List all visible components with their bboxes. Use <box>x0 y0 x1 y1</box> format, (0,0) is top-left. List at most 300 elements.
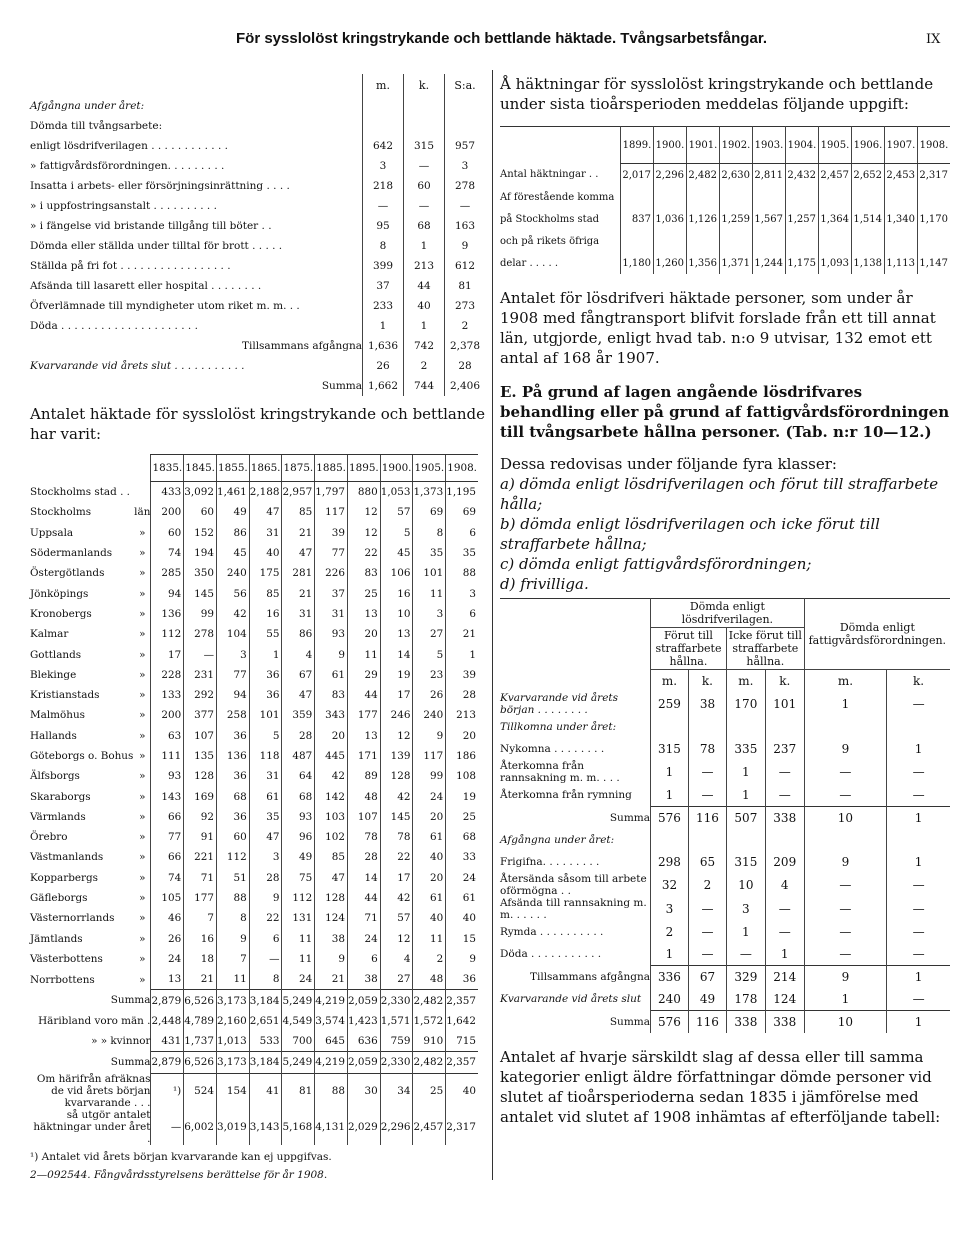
county-suffix: » <box>139 607 146 620</box>
table-row <box>30 296 485 316</box>
cell: 2,378 <box>445 336 486 356</box>
table-row <box>500 897 950 921</box>
col-group-head: Dömda enligt lösdrifverilagen. <box>651 599 805 628</box>
cell: 9 <box>445 236 486 256</box>
cell: 1 <box>726 760 765 784</box>
cell: 68 <box>282 786 315 806</box>
cell: 343 <box>315 705 348 725</box>
cell <box>819 230 852 252</box>
cell: 68 <box>446 827 478 847</box>
county-suffix: » <box>139 628 146 641</box>
cell: 25 <box>446 807 478 827</box>
cell: 170 <box>726 692 765 716</box>
table-row <box>500 716 950 738</box>
cell <box>720 230 753 252</box>
cell: 21 <box>184 969 217 990</box>
class-item: d) frivilliga. <box>500 575 589 593</box>
table-row <box>30 827 478 847</box>
row-label: Afgångna under året: <box>30 100 145 112</box>
cell: 9 <box>249 888 282 908</box>
cell <box>753 186 786 208</box>
cell: 1,567 <box>753 208 786 230</box>
cell: 20 <box>347 624 380 644</box>
county-label: Malmöhus <box>30 709 85 722</box>
cell: 21 <box>315 969 348 990</box>
cell: 2,432 <box>786 164 819 187</box>
cell: 13 <box>151 969 184 990</box>
cell <box>363 96 404 116</box>
cell: 1,113 <box>885 252 918 274</box>
cell: 117 <box>413 746 446 766</box>
cell: 1 <box>765 943 804 966</box>
cell: 1,371 <box>720 252 753 274</box>
county-suffix: » <box>139 952 146 965</box>
cell: 7 <box>184 908 217 928</box>
cell: 30 <box>347 1073 380 1109</box>
cell: 2,406 <box>445 376 486 396</box>
cell: 226 <box>315 563 348 583</box>
cell: 101 <box>249 705 282 725</box>
section-heading: E. På grund af lagen angående lösdrifvares behandling eller på grund af fattigvårdsförordningen till tvångsarbete hållna personer. (Tab. n:r 10—12.) <box>500 383 950 441</box>
cell: 48 <box>413 969 446 990</box>
county-label: Örebro <box>30 831 68 844</box>
cell <box>651 829 689 851</box>
cell: 1,036 <box>654 208 687 230</box>
county-suffix: » <box>139 567 146 580</box>
cell: 20 <box>446 726 478 746</box>
cell: 1 <box>651 784 689 807</box>
table-row <box>30 96 485 116</box>
cell: 2,330 <box>380 990 413 1011</box>
cell: 44 <box>347 685 380 705</box>
cell: 4,219 <box>315 1052 348 1073</box>
cell: 49 <box>688 988 726 1011</box>
cell: 1,662 <box>363 376 404 396</box>
cell: 338 <box>765 807 804 830</box>
cell: 91 <box>184 827 217 847</box>
cell: 92 <box>184 807 217 827</box>
cell: — <box>445 196 486 216</box>
cell: 636 <box>347 1031 380 1052</box>
year-head: 1901. <box>687 127 720 164</box>
cell: 1,572 <box>413 1011 446 1031</box>
cell: 99 <box>413 766 446 786</box>
column-divider <box>492 70 493 1180</box>
cell: 20 <box>413 868 446 888</box>
cell: 2,357 <box>446 1052 478 1073</box>
cell: 16 <box>380 583 413 603</box>
cell: 2,957 <box>282 482 315 503</box>
cell: 2,296 <box>380 1109 413 1145</box>
cell: 1,797 <box>315 482 348 503</box>
cell: — <box>804 784 886 807</box>
col-head: m. <box>726 670 765 693</box>
col-head: m. <box>804 670 886 693</box>
cell <box>404 116 445 136</box>
cell <box>720 186 753 208</box>
year-head: 1905. <box>819 127 852 164</box>
table-row <box>30 563 478 583</box>
cell: 56 <box>216 583 249 603</box>
cell: — <box>804 921 886 943</box>
cell: — <box>887 988 950 1011</box>
county-suffix: » <box>139 750 146 762</box>
cell: 86 <box>216 523 249 543</box>
cell: 642 <box>363 136 404 156</box>
cell: 278 <box>184 624 217 644</box>
cell <box>445 96 486 116</box>
col-group-head: Icke förut till straffarbete hållna. <box>726 628 804 670</box>
cell: — <box>688 921 726 943</box>
imprint: 2—092544. Fångvårdsstyrelsens berättelse för år 1908. <box>30 1169 328 1182</box>
row-label: Af förestående komma <box>500 191 615 203</box>
cell: 3 <box>446 583 478 603</box>
cell: — <box>887 921 950 943</box>
cell: 576 <box>651 1011 689 1034</box>
cell: 2,059 <box>347 1052 380 1073</box>
table-row <box>500 230 950 252</box>
cell: 12 <box>347 502 380 522</box>
table-row <box>30 807 478 827</box>
cell: 315 <box>651 738 689 760</box>
col-head: k. <box>688 670 726 693</box>
county-suffix: » <box>139 668 146 681</box>
cell: 112 <box>282 888 315 908</box>
table-row <box>30 196 485 216</box>
cell: 9 <box>804 738 886 760</box>
cell: 576 <box>651 807 689 830</box>
county-label: Västerbottens <box>30 952 103 965</box>
cell: 68 <box>404 216 445 236</box>
paragraph: Dessa redovisas under följande fyra klasser: <box>500 455 837 473</box>
cell: 231 <box>184 665 217 685</box>
cell: 169 <box>184 786 217 806</box>
county-label: Blekinge <box>30 668 77 681</box>
cell: 524 <box>184 1073 217 1109</box>
cell: 350 <box>184 563 217 583</box>
cell: — <box>184 644 217 664</box>
cell: 28 <box>347 847 380 867</box>
cell: 177 <box>347 705 380 725</box>
cell: 645 <box>315 1031 348 1052</box>
table-row <box>30 665 478 685</box>
cell: 60 <box>184 502 217 522</box>
cell: 3 <box>413 604 446 624</box>
cell: 61 <box>413 888 446 908</box>
cell: 64 <box>282 766 315 786</box>
cell: 3,143 <box>249 1109 282 1145</box>
cell: — <box>887 784 950 807</box>
county-label: Östergötlands <box>30 567 105 580</box>
cell: 175 <box>249 563 282 583</box>
table-row <box>30 156 485 176</box>
cell: 38 <box>688 692 726 716</box>
cell: 111 <box>151 746 184 766</box>
cell: 11 <box>413 929 446 949</box>
cell: 9 <box>216 929 249 949</box>
cell: 89 <box>347 766 380 786</box>
year-head: 1900. <box>380 455 413 482</box>
table-row <box>30 990 478 1011</box>
cell <box>654 230 687 252</box>
year-head: 1895. <box>347 455 380 482</box>
cell: 6,526 <box>184 1052 217 1073</box>
cell: 116 <box>688 807 726 830</box>
cell: 145 <box>184 583 217 603</box>
forced-labour-table <box>500 598 950 1033</box>
cell: 99 <box>184 604 217 624</box>
year-head: 1907. <box>885 127 918 164</box>
row-label: Öfverlämnade till myndigheter utom riket m. m. . . <box>30 300 300 312</box>
cell: 329 <box>726 966 765 989</box>
cell: 116 <box>688 1011 726 1034</box>
cell: 61 <box>446 888 478 908</box>
cell: 29 <box>347 665 380 685</box>
cell: 78 <box>688 738 726 760</box>
table-row <box>30 969 478 990</box>
table-row <box>30 847 478 867</box>
cell: — <box>887 692 950 716</box>
cell: 22 <box>249 908 282 928</box>
cell: 81 <box>445 276 486 296</box>
cell: 25 <box>413 1073 446 1109</box>
table-row <box>30 868 478 888</box>
year-head: 1900. <box>654 127 687 164</box>
cell <box>726 716 765 738</box>
county-suffix: » <box>139 547 146 560</box>
cell: 218 <box>363 176 404 196</box>
cell: 1,138 <box>852 252 885 274</box>
county-label: Södermanlands <box>30 547 113 560</box>
cell: 2,357 <box>446 990 478 1011</box>
cell: 837 <box>621 208 654 230</box>
cell: 77 <box>315 543 348 563</box>
cell: 26 <box>413 685 446 705</box>
cell: 1,356 <box>687 252 720 274</box>
row-label: » fattigvårdsförordningen. . . . . . . . . <box>30 160 225 172</box>
cell: 2,448 <box>151 1011 184 1031</box>
cell: 61 <box>315 665 348 685</box>
cell: 101 <box>413 563 446 583</box>
cell: 259 <box>651 692 689 716</box>
cell: 2,330 <box>380 1052 413 1073</box>
cell: 335 <box>726 738 765 760</box>
cell: 12 <box>347 523 380 543</box>
table-row <box>500 692 950 716</box>
table-row <box>500 851 950 873</box>
cell: 214 <box>765 966 804 989</box>
cell <box>852 186 885 208</box>
cell: 27 <box>413 624 446 644</box>
cell: 2,457 <box>819 164 852 187</box>
table-row <box>30 523 478 543</box>
cell <box>918 230 951 252</box>
cell: 2 <box>413 949 446 969</box>
county-label: Uppsala <box>30 526 74 539</box>
cell: 315 <box>404 136 445 156</box>
county-label: Värmlands <box>30 810 86 823</box>
cell: 2,029 <box>347 1109 380 1145</box>
cell: 2,482 <box>413 1052 446 1073</box>
cell: 487 <box>282 746 315 766</box>
cell: 31 <box>249 523 282 543</box>
cell <box>786 186 819 208</box>
cell: — <box>765 760 804 784</box>
row-label: enligt lösdrifverilagen . . . . . . . . . . . . <box>30 140 228 152</box>
cell: 3,184 <box>249 1052 282 1073</box>
cell: 112 <box>216 847 249 867</box>
table-row <box>30 604 478 624</box>
cell: 11 <box>282 949 315 969</box>
cell: 5 <box>249 726 282 746</box>
cell: 46 <box>151 908 184 928</box>
cell: 213 <box>404 256 445 276</box>
county-suffix: » <box>139 770 146 783</box>
cell: 93 <box>282 807 315 827</box>
table-row <box>30 276 485 296</box>
cell <box>651 716 689 738</box>
cell: 85 <box>249 583 282 603</box>
cell: 63 <box>151 726 184 746</box>
cell: 40 <box>446 1073 478 1109</box>
cell: 2,317 <box>446 1109 478 1145</box>
cell: 94 <box>216 685 249 705</box>
year-head: 1902. <box>720 127 753 164</box>
row-label: Dömda eller ställda under tilltal för brott . . . . . <box>30 240 283 252</box>
cell: 152 <box>184 523 217 543</box>
cell: 1 <box>887 851 950 873</box>
cell: 4,789 <box>184 1011 217 1031</box>
cell: 77 <box>216 665 249 685</box>
cell: 28 <box>446 685 478 705</box>
cell: 2,482 <box>687 164 720 187</box>
county-suffix: » <box>139 810 146 823</box>
cell: 24 <box>446 868 478 888</box>
cell: 3 <box>651 897 689 921</box>
cell: 31 <box>282 604 315 624</box>
cell: 221 <box>184 847 217 867</box>
cell: ¹) <box>151 1073 184 1109</box>
cell: 744 <box>404 376 445 396</box>
cell <box>688 716 726 738</box>
table-row <box>30 583 478 603</box>
county-label: Hallands <box>30 729 77 742</box>
cell: 1,175 <box>786 252 819 274</box>
cell: 240 <box>651 988 689 1011</box>
cell: 93 <box>151 766 184 786</box>
row-label: och på rikets öfriga <box>500 235 600 247</box>
class-item: b) dömda enligt lösdrifverilagen och icke förut till straffarbete hållna; <box>500 515 880 553</box>
cell: 2,482 <box>413 990 446 1011</box>
cell: 28 <box>282 726 315 746</box>
table-row <box>500 988 950 1011</box>
cell: 108 <box>446 766 478 786</box>
cell: 2,059 <box>347 990 380 1011</box>
cell: 4 <box>765 873 804 897</box>
cell: 75 <box>282 868 315 888</box>
cell: 759 <box>380 1031 413 1052</box>
cell: 3,092 <box>184 482 217 503</box>
cell: — <box>688 760 726 784</box>
cell: 1 <box>363 316 404 336</box>
row-label: Kvarvarande vid årets slut <box>500 993 642 1006</box>
cell <box>765 829 804 851</box>
cell: 3,173 <box>216 990 249 1011</box>
cell: 49 <box>282 847 315 867</box>
cell: — <box>804 897 886 921</box>
cell: 445 <box>315 746 348 766</box>
cell: 6 <box>347 949 380 969</box>
cell: 61 <box>413 827 446 847</box>
cell: 3,574 <box>315 1011 348 1031</box>
row-label: Döda . . . . . . . . . . . <box>500 948 602 961</box>
cell: 131 <box>282 908 315 928</box>
cell: 2,651 <box>249 1011 282 1031</box>
cell: 14 <box>380 644 413 664</box>
cell: — <box>887 943 950 966</box>
cell: 26 <box>151 929 184 949</box>
cell: 1,147 <box>918 252 951 274</box>
cell: 1,364 <box>819 208 852 230</box>
cell: 273 <box>445 296 486 316</box>
row-label: Återkomna från rannsakning m. m. . . . <box>500 760 620 784</box>
cell: 6,526 <box>184 990 217 1011</box>
table-row <box>500 208 950 230</box>
running-title: För sysslolöst kringstrykande och bettlande häktade. Tvångsarbetsfångar. <box>236 30 767 47</box>
cell <box>404 96 445 116</box>
cell: 22 <box>347 543 380 563</box>
cell: 1 <box>887 966 950 989</box>
cell: 69 <box>446 502 478 522</box>
cell: 2 <box>404 356 445 376</box>
county-label: Västernorrlands <box>30 912 115 925</box>
cell: 74 <box>151 543 184 563</box>
cell: 35 <box>413 543 446 563</box>
table-row <box>30 726 478 746</box>
cell: — <box>688 897 726 921</box>
cell: 47 <box>315 868 348 888</box>
cell: 47 <box>249 827 282 847</box>
cell: 1,571 <box>380 1011 413 1031</box>
cell: 171 <box>347 746 380 766</box>
cell: 240 <box>413 705 446 725</box>
cell: 5,168 <box>282 1109 315 1145</box>
cell: 9 <box>315 949 348 969</box>
cell: 11 <box>216 969 249 990</box>
year-head: 1908. <box>918 127 951 164</box>
cell: 19 <box>380 665 413 685</box>
cell: 85 <box>282 502 315 522</box>
cell: 112 <box>151 624 184 644</box>
table-row <box>500 873 950 897</box>
row-label: Kvarvarande vid årets slut . . . . . . . . . . . <box>30 360 245 372</box>
cell <box>753 230 786 252</box>
year-head: 1855. <box>216 455 249 482</box>
cell: 3 <box>445 156 486 176</box>
table-row <box>30 766 478 786</box>
cell <box>654 186 687 208</box>
year-head: 1906. <box>852 127 885 164</box>
cell: 3 <box>363 156 404 176</box>
cell: 742 <box>404 336 445 356</box>
cell: 36 <box>216 807 249 827</box>
cell: 19 <box>446 786 478 806</box>
cell: 4 <box>282 644 315 664</box>
row-label: Rymda . . . . . . . . . . <box>500 926 604 938</box>
cell: 507 <box>726 807 765 830</box>
cell: 10 <box>804 1011 886 1034</box>
cell: 292 <box>184 685 217 705</box>
